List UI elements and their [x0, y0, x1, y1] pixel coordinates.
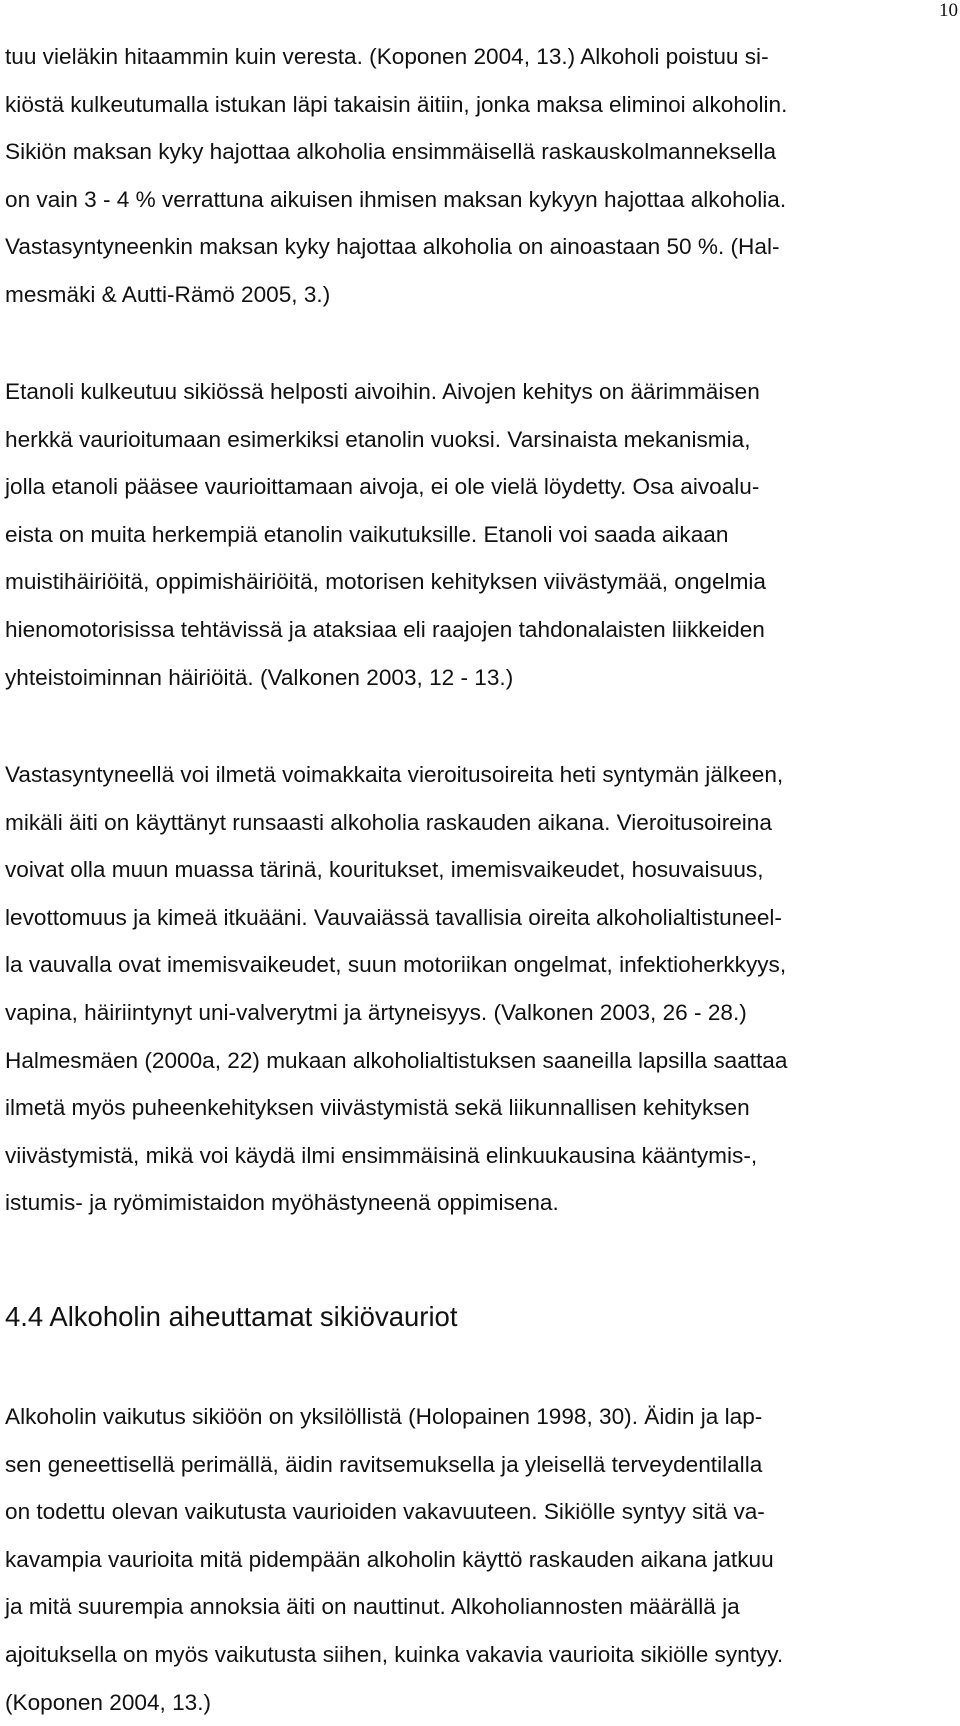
section-heading: 4.4 Alkoholin aiheuttamat sikiövauriot [5, 1301, 458, 1332]
text-line: Vastasyntyneellä voi ilmetä voimakkaita vieroitusoireita heti syntymän jälkeen, [5, 762, 784, 787]
text-line: voivat olla muun muassa tärinä, kouritukset, imemisvaikeudet, hosuvaisuus, [5, 857, 764, 883]
text-line: on todettu olevan vaikutusta vaurioiden vakavuuteen. Sikiölle syntyy sitä va- [5, 1499, 765, 1525]
text-line: ilmetä myös puheenkehityksen viivästymistä sekä liikunnallisen kehityksen [5, 1095, 750, 1121]
text-line: la vauvalla ovat imemisvaikeudet, suun motoriikan ongelmat, infektioherkkyys, [5, 952, 787, 978]
text-line: eista on muita herkempiä etanolin vaikutuksille. Etanoli voi saada aikaan [5, 521, 729, 547]
text-line: (Koponen 2004, 13.) [5, 1689, 212, 1715]
text-line: muistihäiriöitä, oppimishäiriöitä, motorisen kehityksen viivästymää, ongelmia [5, 569, 766, 595]
text-line: mesmäki & Autti-Rämö 2005, 3.) [5, 281, 331, 307]
text-line: on vain 3 - 4 % verrattuna aikuisen ihmisen maksan kykyyn hajottaa alkoholia. [5, 186, 787, 212]
paragraph-withdrawal-symptoms [5, 751, 935, 1227]
text-line: Halmesmäen (2000a, 22) mukaan alkoholialtistuksen saaneilla lapsilla saattaa [5, 1047, 788, 1073]
text-line: yhteistoiminnan häiriöitä. (Valkonen 2003, 12 - 13.) [5, 664, 514, 690]
text-line: herkkä vaurioitumaan esimerkiksi etanolin vuoksi. Varsinaista mekanismia, [5, 426, 751, 452]
text-line: viivästymistä, mikä voi käydä ilmi ensimmäisinä elinkuukausina kääntymis-, [5, 1142, 758, 1168]
text-line: kiöstä kulkeutumalla istukan läpi takaisin äitiin, jonka maksa eliminoi alkoholin. [5, 91, 788, 117]
text-line: jolla etanoli pääsee vaurioittamaan aivoja, ei ole vielä löydetty. Osa aivoalu- [5, 474, 760, 500]
text-line: istumis- ja ryömimistaidon myöhästyneenä oppimisena. [5, 1190, 559, 1216]
text-line: levottomuus ja kimeä itkuääni. Vauvaiässä tavallisia oireita alkoholialtistuneel- [5, 904, 782, 930]
text-line: Etanoli kulkeutuu sikiössä helposti aivoihin. Aivojen kehitys on äärimmäisen [5, 379, 760, 404]
text-line: mikäli äiti on käyttänyt runsaasti alkoholia raskauden aikana. Vieroitusoireina [5, 809, 772, 835]
paragraph-ethanol-brain [5, 368, 935, 701]
text-line: ja mitä suurempia annoksia äiti on nauttinut. Alkoholiannosten määrällä ja [5, 1594, 740, 1620]
text-line: vapina, häiriintynyt uni-valverytmi ja ärtyneisyys. (Valkonen 2003, 26 - 28.) [5, 999, 747, 1025]
paragraph-fetal-damage [5, 1393, 935, 1726]
text-line: tuu vieläkin hitaammin kuin veresta. (Koponen 2004, 13.) Alkoholi poistuu si- [5, 44, 769, 69]
text-line: ajoituksella on myös vaikutusta siihen, kuinka vakavia vaurioita sikiölle syntyy. [5, 1641, 784, 1667]
text-line: Vastasyntyneenkin maksan kyky hajottaa alkoholia on ainoastaan 50 %. (Hal- [5, 234, 780, 260]
text-line: Sikiön maksan kyky hajottaa alkoholia ensimmäisellä raskauskolmanneksella [5, 139, 777, 165]
paragraph-alcohol-elimination [5, 33, 935, 319]
text-line: sen geneettisellä perimällä, äidin ravitsemuksella ja yleisellä terveydentilalla [5, 1451, 763, 1477]
text-line: hienomotorisissa tehtävissä ja ataksiaa eli raajojen tahdonalaisten liikkeiden [5, 616, 765, 642]
page-number: 10 [939, 0, 958, 21]
text-line: Alkoholin vaikutus sikiöön on yksilöllistä (Holopainen 1998, 30). Äidin ja lap- [5, 1404, 763, 1429]
text-line: kavampia vaurioita mitä pidempään alkoholin käyttö raskauden aikana jatkuu [5, 1546, 774, 1572]
